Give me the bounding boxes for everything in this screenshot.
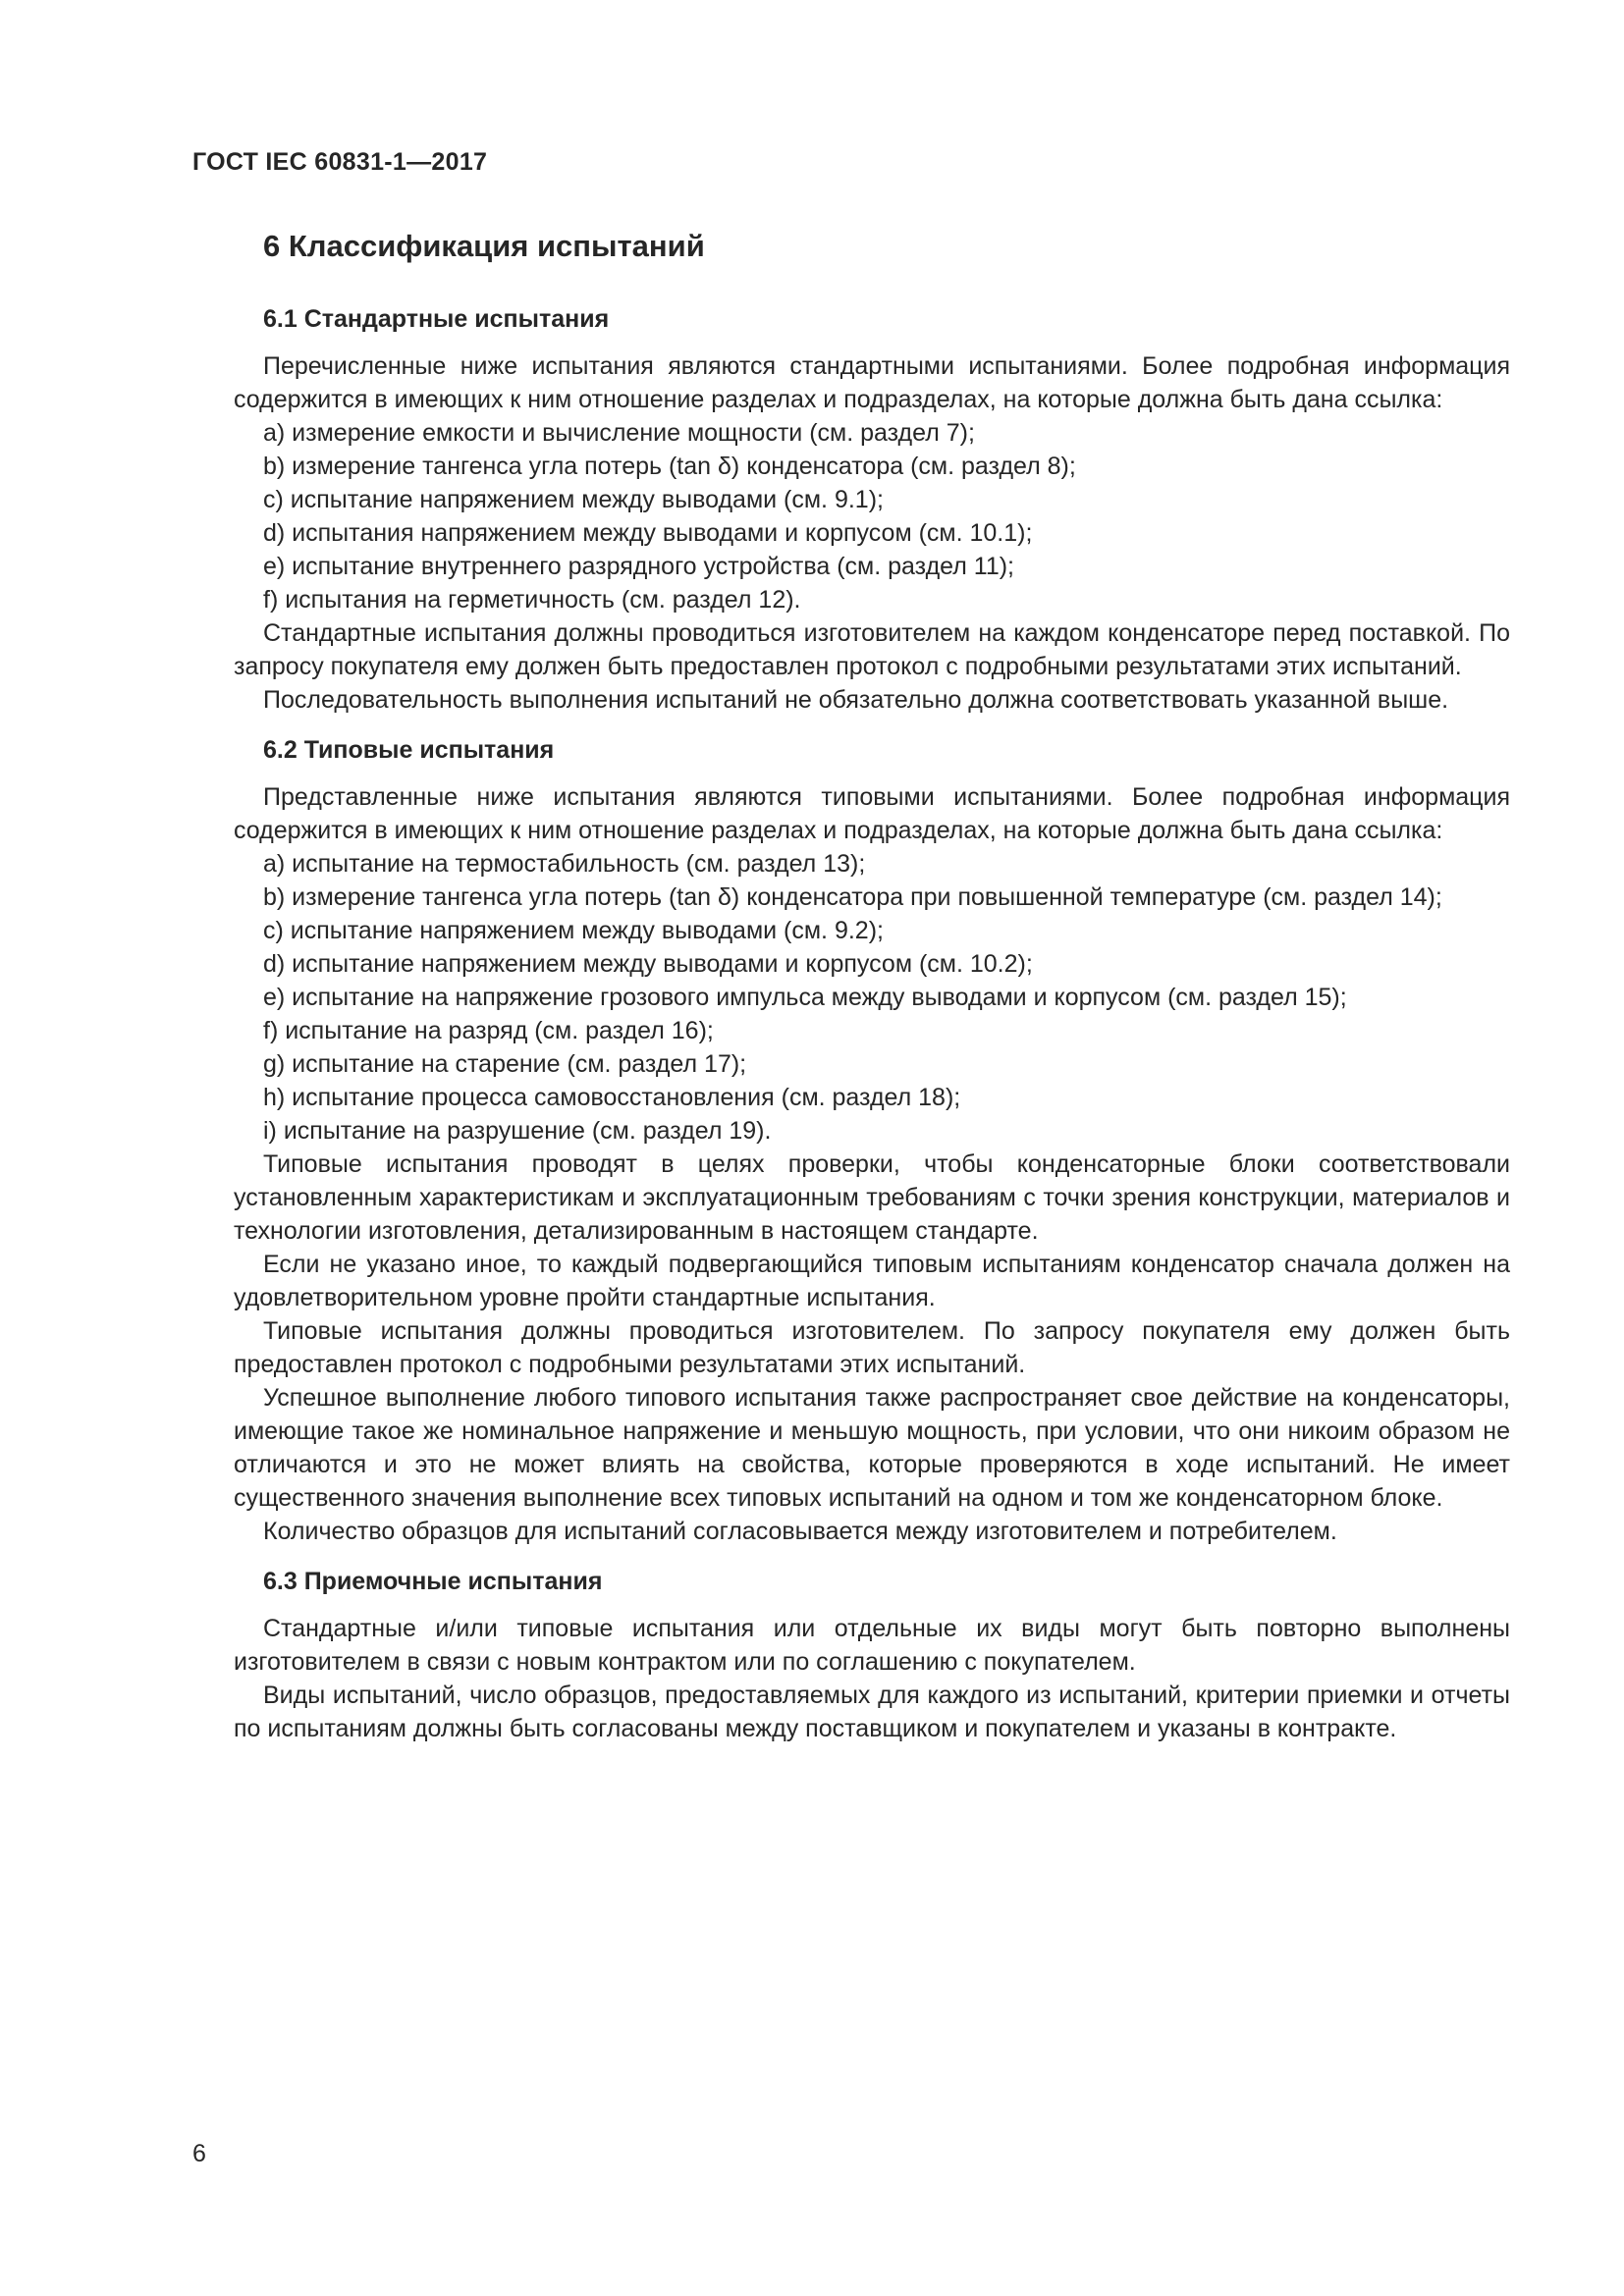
- paragraph: Стандартные испытания должны проводиться изготовителем на каждом конденсаторе перед поставкой. По запросу покупателя ему должен быть предоставлен протокол с подробными результатами этих испытаний.: [234, 619, 1510, 680]
- paragraph: Стандартные и/или типовые испытания или отдельные их виды могут быть повторно выполнены изготовителем в связи с новым контрактом или по соглашению с покупателем.: [234, 1615, 1510, 1676]
- section-title: 6 Классификация испытаний: [263, 229, 705, 263]
- paragraph: Виды испытаний, число образцов, предоставляемых для каждого из испытаний, критерии приемки и отчеты по испытаниям должны быть согласованы между поставщиком и покупателем и указаны в контракте.: [234, 1682, 1510, 1742]
- test-list-6-2: [234, 847, 1510, 1148]
- list-item: b) измерение тангенса угла потерь (tan δ) конденсатора при повышенной температуре (см. раздел 14);: [263, 883, 1442, 911]
- list-item: b) измерение тангенса угла потерь (tan δ) конденсатора (см. раздел 8);: [263, 453, 1076, 480]
- subsection-title-6-1: 6.1 Стандартные испытания: [263, 305, 610, 333]
- paragraph: Если не указано иное, то каждый подвергающийся типовым испытаниям конденсатор сначала должен на удовлетворительном уровне пройти стандартные испытания.: [234, 1251, 1510, 1311]
- list-item: h) испытание процесса самовосстановления (см. раздел 18);: [263, 1084, 961, 1111]
- paragraph: Количество образцов для испытаний согласовывается между изготовителем и потребителем.: [263, 1518, 1337, 1545]
- list-item: c) испытание напряжением между выводами (см. 9.1);: [263, 486, 884, 513]
- list-item: a) испытание на термостабильность (см. раздел 13);: [263, 850, 866, 878]
- list-item: c) испытание напряжением между выводами (см. 9.2);: [263, 917, 884, 944]
- paragraph: Типовые испытания проводят в целях проверки, чтобы конденсаторные блоки соответствовали установленным характеристикам и эксплуатационным требованиям с точки зрения конструкции, материалов и технологии изготовления, детализированным в настоящем стандарте.: [234, 1150, 1510, 1245]
- subsection-title-6-2: 6.2 Типовые испытания: [263, 736, 555, 764]
- list-item: f) испытания на герметичность (см. раздел 12).: [263, 586, 801, 614]
- paragraph: Последовательность выполнения испытаний не обязательно должна соответствовать указанной выше.: [263, 686, 1449, 714]
- list-item: d) испытания напряжением между выводами и корпусом (см. 10.1);: [263, 519, 1033, 547]
- page-number: 6: [192, 2140, 206, 2167]
- list-item: g) испытание на старение (см. раздел 17);: [263, 1050, 747, 1078]
- standard-header: ГОСТ IEC 60831-1—2017: [192, 148, 488, 176]
- list-item: e) испытание внутреннего разрядного устройства (см. раздел 11);: [263, 553, 1014, 580]
- paragraph: Типовые испытания должны проводиться изготовителем. По запросу покупателя ему должен быть предоставлен протокол с подробными результатами этих испытаний.: [234, 1317, 1510, 1378]
- page-content: [234, 227, 1510, 1745]
- list-item: f) испытание на разряд (см. раздел 16);: [263, 1017, 714, 1044]
- list-item: a) измерение емкости и вычисление мощности (см. раздел 7);: [263, 419, 975, 447]
- paragraph: Представленные ниже испытания являются типовыми испытаниями. Более подробная информация содержится в имеющих к ним отношение разделах и подразделах, на которые должна быть дана ссылка:: [234, 783, 1510, 844]
- test-list-6-1: [234, 416, 1510, 616]
- paragraph: Перечисленные ниже испытания являются стандартными испытаниями. Более подробная информация содержится в имеющих к ним отношение разделах и подразделах, на которые должна быть дана ссылка:: [234, 352, 1510, 413]
- list-item: e) испытание на напряжение грозового импульса между выводами и корпусом (см. раздел 15);: [263, 984, 1347, 1011]
- subsection-title-6-3: 6.3 Приемочные испытания: [263, 1568, 603, 1595]
- list-item: d) испытание напряжением между выводами и корпусом (см. 10.2);: [263, 950, 1033, 978]
- paragraph: Успешное выполнение любого типового испытания также распространяет свое действие на конденсаторы, имеющие такое же номинальное напряжение и меньшую мощность, при условии, что они никоим образом не отличаются и это не может влиять на свойства, которые проверяются в ходе испытаний. Не имеет существенного значения выполнение всех типовых испытаний на одном и том же конденсаторном блоке.: [234, 1384, 1510, 1512]
- list-item: i) испытание на разрушение (см. раздел 19).: [263, 1117, 772, 1145]
